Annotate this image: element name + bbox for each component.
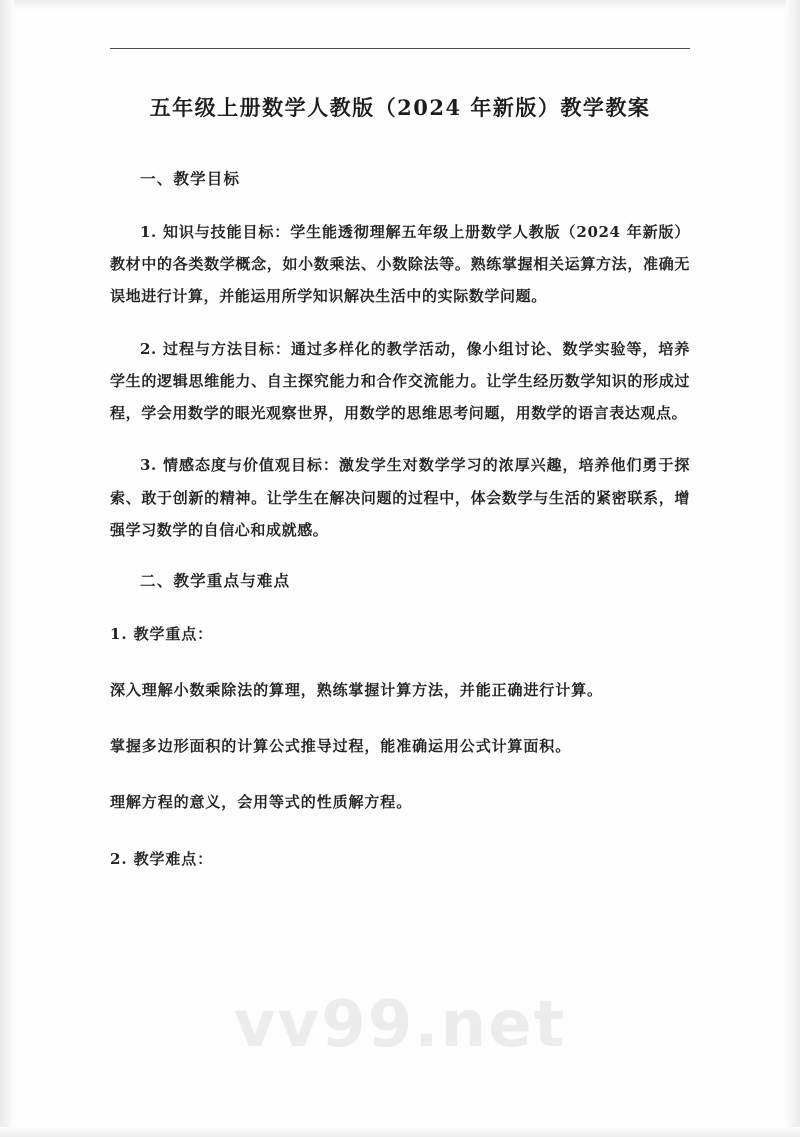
section-heading-teaching-objectives: 一、教学目标 [140,169,241,189]
paragraph-objective-attitude: 3. 情感态度与价值观目标：激发学生对数学学习的浓厚兴趣，培养他们勇于探索、敢于创新的精神。让学生在解决问题的过程中，体会数学与生活的紧密联系，增强学习数学的自信心和成就感。 [110,456,690,539]
paragraph-key-point-equations: 理解方程的意义，会用等式的性质解方程。 [110,793,413,812]
paragraph-key-point-decimal-operations: 深入理解小数乘除法的算理，熟练掌握计算方法，并能正确进行计算。 [110,680,603,699]
paragraph-objective-process: 2. 过程与方法目标：通过多样化的教学活动，像小组讨论、数学实验等，培养学生的逻辑思维能力、自主探究能力和合作交流能力。让学生经历数学知识的形成过程，学会用数学的眼光观察世界，用数学的思维思考问题，用数学的语言表达观点。 [110,339,690,423]
paragraph-difficulties-label: 2. 教学难点： [110,849,214,868]
paragraph-key-points-label: 1. 教学重点： [110,624,214,643]
paragraph-key-point-polygon-area: 掌握多边形面积的计算公式推导过程，能准确运用公式计算面积。 [110,737,572,756]
paragraph-objective-knowledge: 1. 知识与技能目标：学生能透彻理解五年级上册数学人教版（2024 年新版）教材中的各类数学概念，如小数乘法、小数除法等。熟练掌握相关运算方法，准确无误地进行计算，并能运用所学知识解决生活中的实际数学问题。 [110,222,690,306]
page-edge-top [0,0,800,10]
header-divider [110,48,690,49]
page-title: 五年级上册数学人教版（2024 年新版）教学教案 [149,95,651,120]
page-edge-right [786,0,800,1137]
page-edge-left [0,0,14,1137]
document-content [110,48,690,899]
section-heading-key-points-and-difficulties: 二、教学重点与难点 [140,571,291,591]
page-edge-bottom [0,1127,800,1137]
watermark: vv99.net [233,988,567,1062]
